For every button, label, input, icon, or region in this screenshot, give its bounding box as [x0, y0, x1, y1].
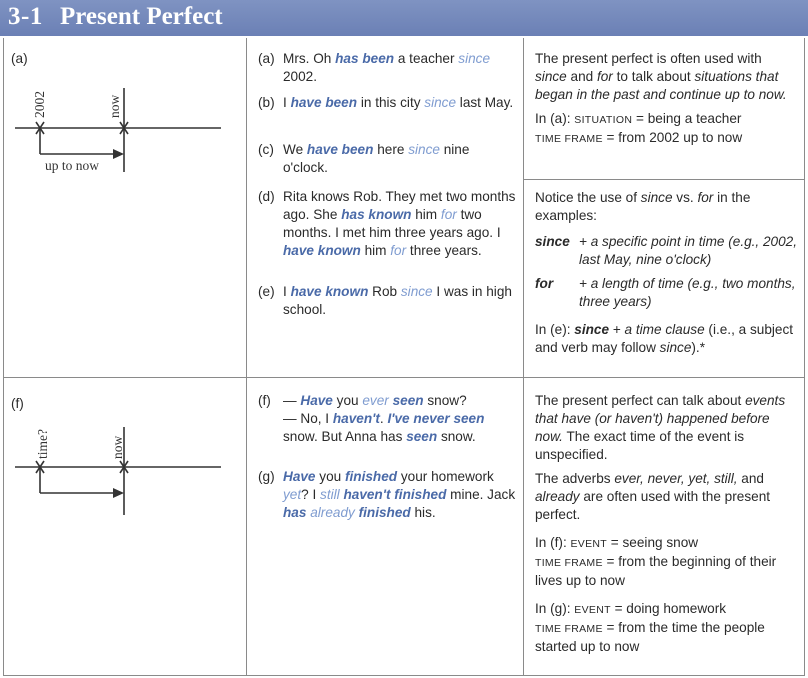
note-paragraph: The present perfect is often used with since and for to talk about situations that began in the past and continue up to now.	[535, 51, 787, 102]
timeline-diagram-f	[3, 377, 246, 527]
note-paragraph: In (g): EVENT = doing homework TIME FRAME = from the time the people started up to now	[535, 601, 765, 654]
time-question-label: time?	[35, 429, 50, 459]
section-title: Present Perfect	[60, 3, 223, 30]
example-b: (b) I have been in this city since last May.	[258, 95, 514, 110]
note-paragraph: In (e): since + a time clause (i.e., a subject and verb may follow since).*	[535, 322, 794, 355]
example-f: (f) — Have you ever seen snow? — No, I haven't. I've never seen snow. But Anna has seen snow.	[258, 393, 485, 444]
section-number: 3-1	[8, 3, 43, 30]
grammar-chart	[3, 38, 805, 676]
section-header	[0, 0, 808, 36]
example-d: (d) Rita knows Rob. They met two months ago. She has known him for two months. I met him three years ago. I have known him for three years.	[258, 189, 516, 258]
example-c: (c) We have been here since nine o'clock.	[258, 142, 470, 175]
example-g: (g) Have you finished your homework yet? I still haven't finished mine. Jack has already finished his.	[258, 469, 516, 520]
grid-divider-1	[246, 38, 247, 676]
since-rule: since + a specific point in time (e.g., 2002, last May, nine o'clock)	[535, 234, 797, 267]
note-since-for	[535, 50, 797, 148]
note-paragraph: In (a): SITUATION = being a teacher TIME FRAME = from 2002 up to now	[535, 111, 743, 145]
up-to-now-label: up to now	[45, 158, 99, 173]
note-events	[535, 392, 797, 656]
note-since-vs-for	[535, 189, 797, 363]
diagram-a-label: (a)	[11, 51, 28, 66]
now-label: now	[107, 94, 122, 118]
example-e: (e) I have known Rob since I was in high school.	[258, 284, 512, 317]
grid-divider-2	[523, 38, 524, 676]
year-label: 2002	[32, 91, 47, 118]
grid-border-bottom	[3, 675, 805, 676]
now-label: now	[110, 435, 125, 459]
note-paragraph: The adverbs ever, never, yet, still, and already are often used with the present perfect.	[535, 471, 771, 522]
note-paragraph: In (f): EVENT = seeing snow TIME FRAME = from the beginning of their lives up to now	[535, 535, 777, 588]
notes-divider	[523, 179, 805, 180]
for-rule: for + a length of time (e.g., two months, three years)	[535, 276, 796, 309]
note-paragraph: Notice the use of since vs. for in the examples:	[535, 190, 751, 223]
note-paragraph: The present perfect can talk about events that have (or haven't) happened before now. The exact time of the event is unspecified.	[535, 393, 786, 462]
timeline-diagram-a	[3, 38, 246, 188]
grid-border-right	[804, 38, 805, 676]
example-a: (a) Mrs. Oh has been a teacher since 2002.	[258, 51, 491, 84]
diagram-f-label: (f)	[11, 396, 24, 411]
